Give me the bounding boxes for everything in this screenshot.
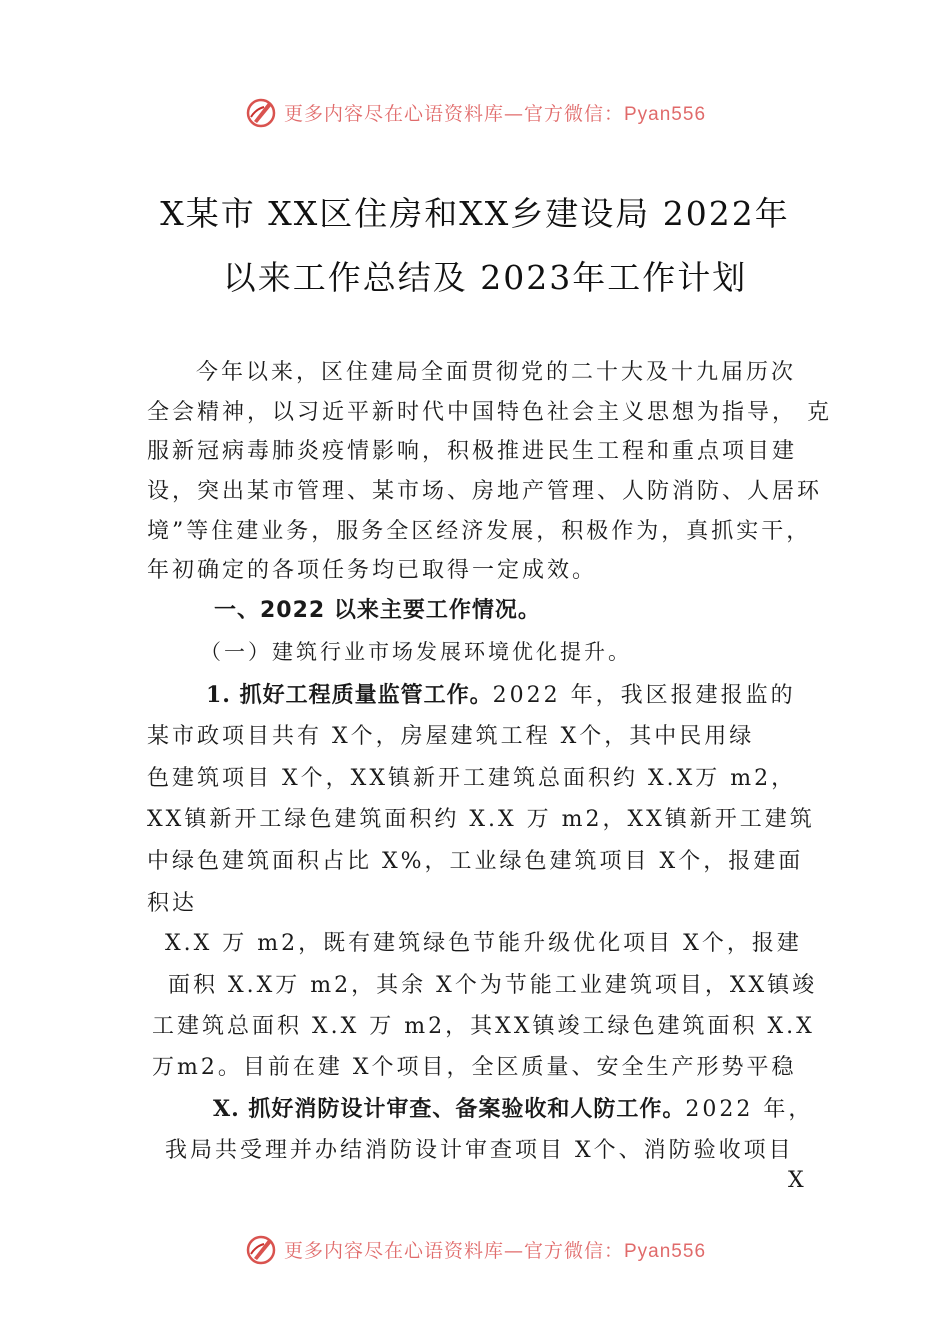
paragraph-line: 今年以来，区住建局全面贯彻党的二十大及十九届历次 [196, 360, 797, 385]
watermark-id: Pyan556 [624, 1240, 707, 1262]
paragraph-line: X [788, 1168, 807, 1193]
quill-logo-icon [244, 95, 278, 129]
paragraph-line: 面积 X.X万 m2，其余 X个为节能工业建筑项目，XX镇竣 [168, 973, 818, 998]
item-1-title: 1. 抓好工程质量监管工作。 [206, 682, 493, 708]
subsection-heading: （一）建筑行业市场发展环境优化提升。 [200, 640, 632, 664]
paragraph-line: X.X 万 m2，既有建筑绿色节能升级优化项目 X个，报建 [165, 931, 802, 956]
section-heading: 一、2022 以来主要工作情况。 [214, 598, 541, 623]
item-2-text: 2022 年， [685, 1097, 814, 1122]
paragraph-line: 工建筑总面积 X.X 万 m2，其XX镇竣工绿色建筑面积 X.X [152, 1014, 815, 1039]
item-1-lead [206, 678, 796, 709]
item-1-text: 2022 年，我区报建报监的 [492, 683, 796, 708]
watermark-footer [0, 1232, 950, 1272]
watermark-id: Pyan556 [624, 103, 707, 125]
paragraph-line: 色建筑项目 X个，XX镇新开工建筑总面积约 X.X万 m2， [147, 766, 797, 791]
document-title-line-1: X某市 XX区住房和XX乡建设局 2022年 [160, 194, 790, 233]
paragraph-line: 万m2。目前在建 X个项目，全区质量、安全生产形势平稳 [152, 1055, 797, 1080]
paragraph-line: 境”等住建业务，服务全区经济发展，积极作为，真抓实干， [147, 519, 812, 544]
paragraph-line: 我局共受理并办结消防设计审查项目 X个、消防验收项目 [165, 1138, 794, 1163]
watermark-header [0, 95, 950, 135]
paragraph-line: 服新冠病毒肺炎疫情影响，积极推进民生工程和重点项目建 [147, 439, 798, 464]
watermark-text: 更多内容尽在心语资料库—官方微信： [283, 102, 624, 125]
watermark-text: 更多内容尽在心语资料库—官方微信： [283, 1239, 624, 1262]
paragraph-line: 全会精神，以习近平新时代中国特色社会主义思想为指导， 克 [147, 400, 832, 425]
document-title-line-2: 以来工作总结及 2023年工作计划 [222, 258, 748, 297]
quill-logo-icon [244, 1232, 278, 1266]
paragraph-line: 设，突出某市管理、某市场、房地产管理、人防消防、人居环 [147, 479, 823, 504]
paragraph-line: 中绿色建筑面积占比 X%，工业绿色建筑项目 X个，报建面 [147, 849, 804, 874]
paragraph-line: 年初确定的各项任务均已取得一定成效。 [147, 558, 598, 583]
item-2-lead [213, 1092, 813, 1123]
item-2-title: X. 抓好消防设计审查、备案验收和人防工作。 [213, 1096, 686, 1122]
paragraph-line: XX镇新开工绿色建筑面积约 X.X 万 m2，XX镇新开工建筑 [147, 807, 815, 832]
paragraph-line: 积达 [147, 891, 198, 916]
paragraph-line: 某市政项目共有 X个，房屋建筑工程 X个，其中民用绿 [147, 724, 755, 749]
